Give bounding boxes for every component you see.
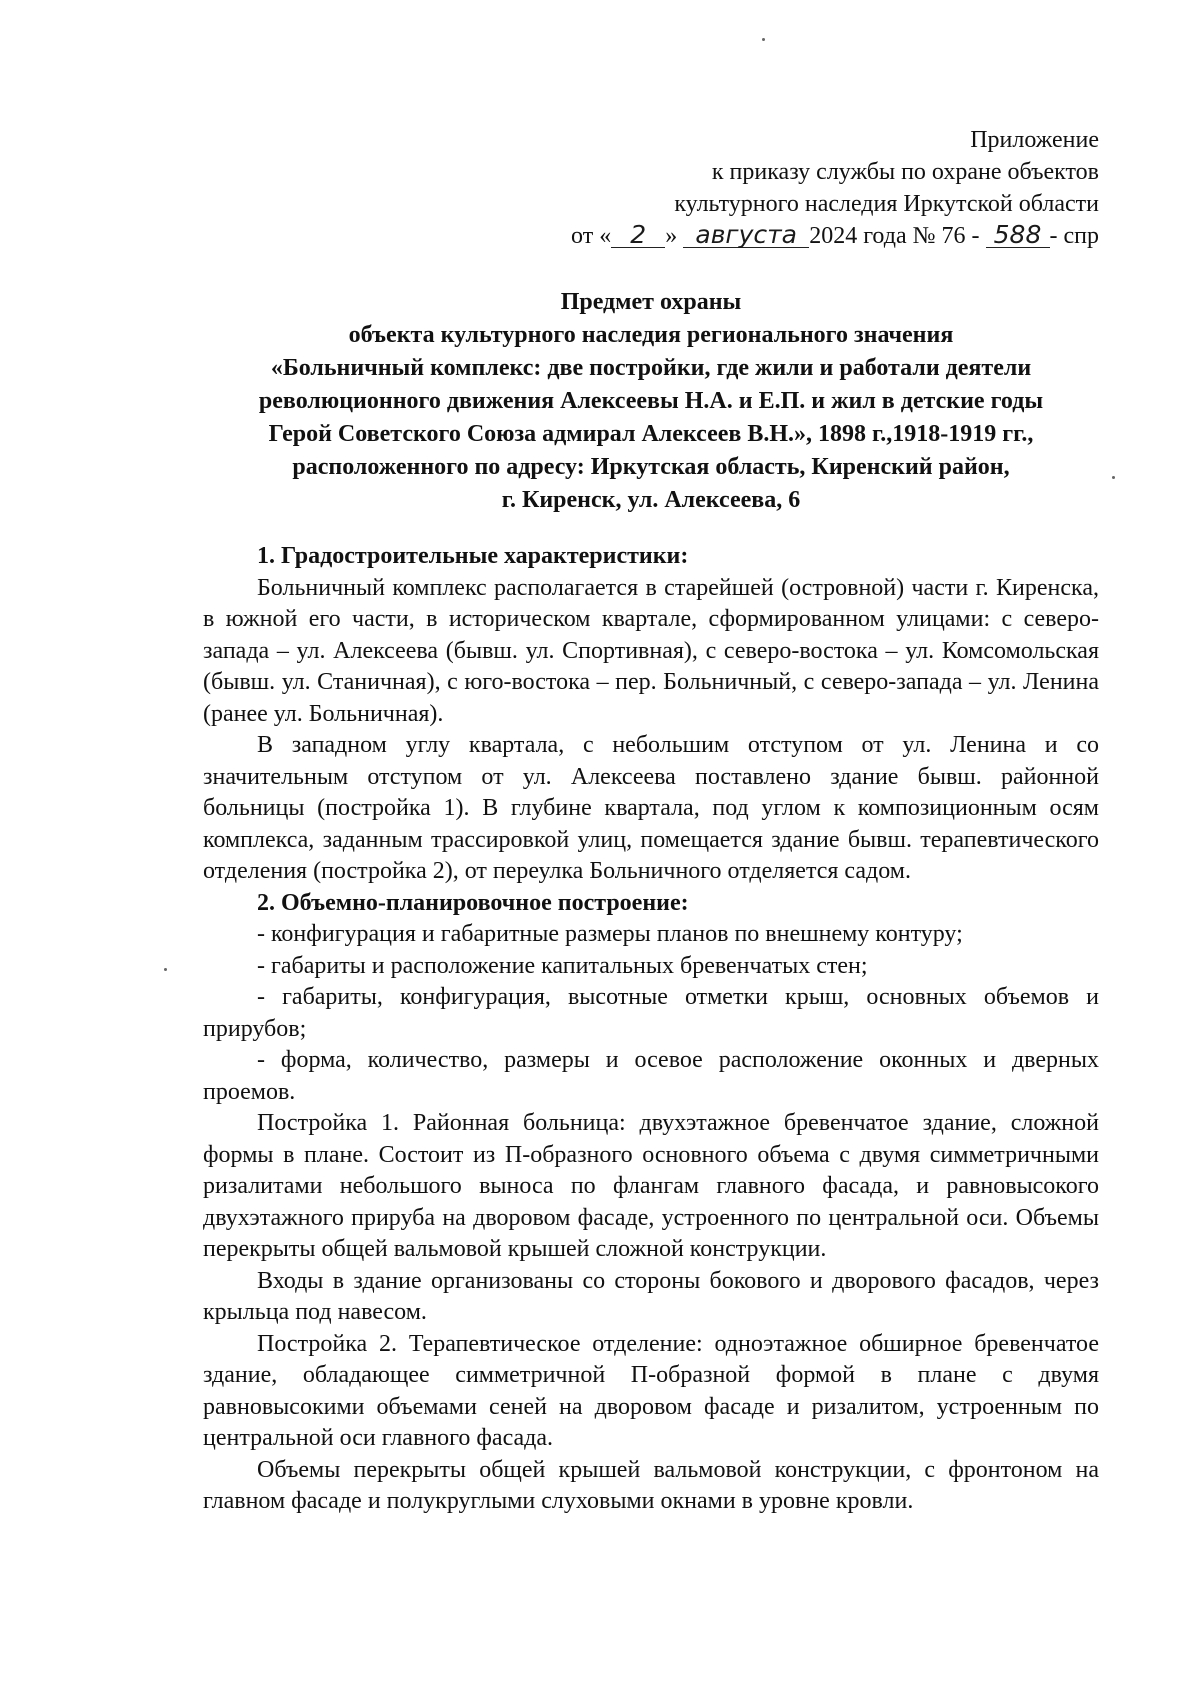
date-prefix: от « <box>571 223 612 249</box>
list-item: - габариты, конфигурация, высотные отметки крыш, основных объемов и прирубов; <box>203 984 1099 1042</box>
section-urban-characteristics <box>203 541 1099 888</box>
order-reference-line: к приказу службы по охране объектов <box>711 159 1099 185</box>
title-line: объекта культурного наследия регионального значения <box>348 322 954 348</box>
title-line: расположенного по адресу: Иркутская область, Киренский район, <box>292 454 1010 480</box>
order-authority-line: культурного наследия Иркутской области <box>674 191 1099 217</box>
section-heading: 2. Объемно-планировочное построение: <box>257 889 689 916</box>
list-item: - габариты и расположение капитальных бревенчатых стен; <box>257 952 868 979</box>
order-suffix: - спр <box>1049 223 1099 249</box>
title-line: революционного движения Алексеевы Н.А. и Е.П. и жил в детские годы <box>258 388 1044 414</box>
section-heading: 1. Градостроительные характеристики: <box>257 543 689 569</box>
title-line: г. Киренск, ул. Алексеева, 6 <box>501 487 801 513</box>
handwritten-day: 2 <box>611 223 665 248</box>
appendix-header <box>203 124 1099 252</box>
scan-speck <box>164 968 167 971</box>
paragraph: Больничный комплекс располагается в старейшей (островной) части г. Киренска, в южной его части, в историческом квартале, сформированном улицами: с северо-запада – ул. Алексеева (бывш. ул. Спортивная), с северо-востока – ул. Комсомольская (бывш. ул. Станичная), с юго-востока – пер. Больничный, с северо-запада – ул. Ленина (ранее ул. Больничная). <box>203 574 1099 727</box>
title-line: «Больничный комплекс: две постройки, где жили и работали деятели <box>270 355 1032 381</box>
list-item: - конфигурация и габаритные размеры планов по внешнему контуру; <box>257 921 963 947</box>
scan-speck <box>762 38 765 41</box>
date-quote: » <box>665 223 678 249</box>
date-year: 2024 года № 76 - <box>809 223 980 249</box>
document-page <box>203 124 1099 1518</box>
title-line: Герой Советского Союза адмирал Алексеев В.Н.», 1898 г.,1918-1919 гг., <box>268 421 1034 447</box>
document-title <box>203 286 1099 517</box>
handwritten-order-number: 588 <box>986 223 1050 248</box>
title-line: Предмет охраны <box>560 289 742 315</box>
paragraph: Входы в здание организованы со стороны бокового и дворового фасадов, через крыльца под навесом. <box>203 1267 1099 1325</box>
paragraph: В западном углу квартала, с небольшим отступом от ул. Ленина и со значительным отступом от ул. Алексеева поставлено здание бывш. районной больницы (постройка 1). В глубине квартала, под углом к композиционным осям комплекса, заданным трассировкой улиц, помещается здание бывш. терапевтического отделения (постройка 2), от переулка Больничного отделяется садом. <box>203 732 1099 884</box>
order-date-line <box>203 220 1099 252</box>
list-item: - форма, количество, размеры и осевое расположение оконных и дверных проемов. <box>203 1047 1099 1105</box>
paragraph: Объемы перекрыты общей крышей вальмовой конструкции, с фронтоном на главном фасаде и полукруглыми слуховыми окнами в уровне кровли. <box>203 1456 1099 1514</box>
appendix-label: Приложение <box>970 127 1099 153</box>
handwritten-month: августа <box>683 223 809 248</box>
paragraph: Постройка 1. Районная больница: двухэтажное бревенчатое здание, сложной формы в плане. Состоит из П-образного основного объема с двумя симметричными ризалитами небольшого выноса по флангам главного фасада, и равновысокого двухэтажного прируба на дворовом фасаде, устроенного по центральной оси. Объемы перекрыты общей вальмовой крышей сложной конструкции. <box>203 1110 1099 1262</box>
section-volume-planning <box>203 888 1099 1518</box>
paragraph: Постройка 2. Терапевтическое отделение: одноэтажное обширное бревенчатое здание, обладающее симметричной П-образной формой в плане с двумя равновысокими объемами сеней на дворовом фасаде и ризалитом, устроенным по центральной оси главного фасада. <box>203 1330 1099 1451</box>
scan-speck <box>1112 476 1115 479</box>
